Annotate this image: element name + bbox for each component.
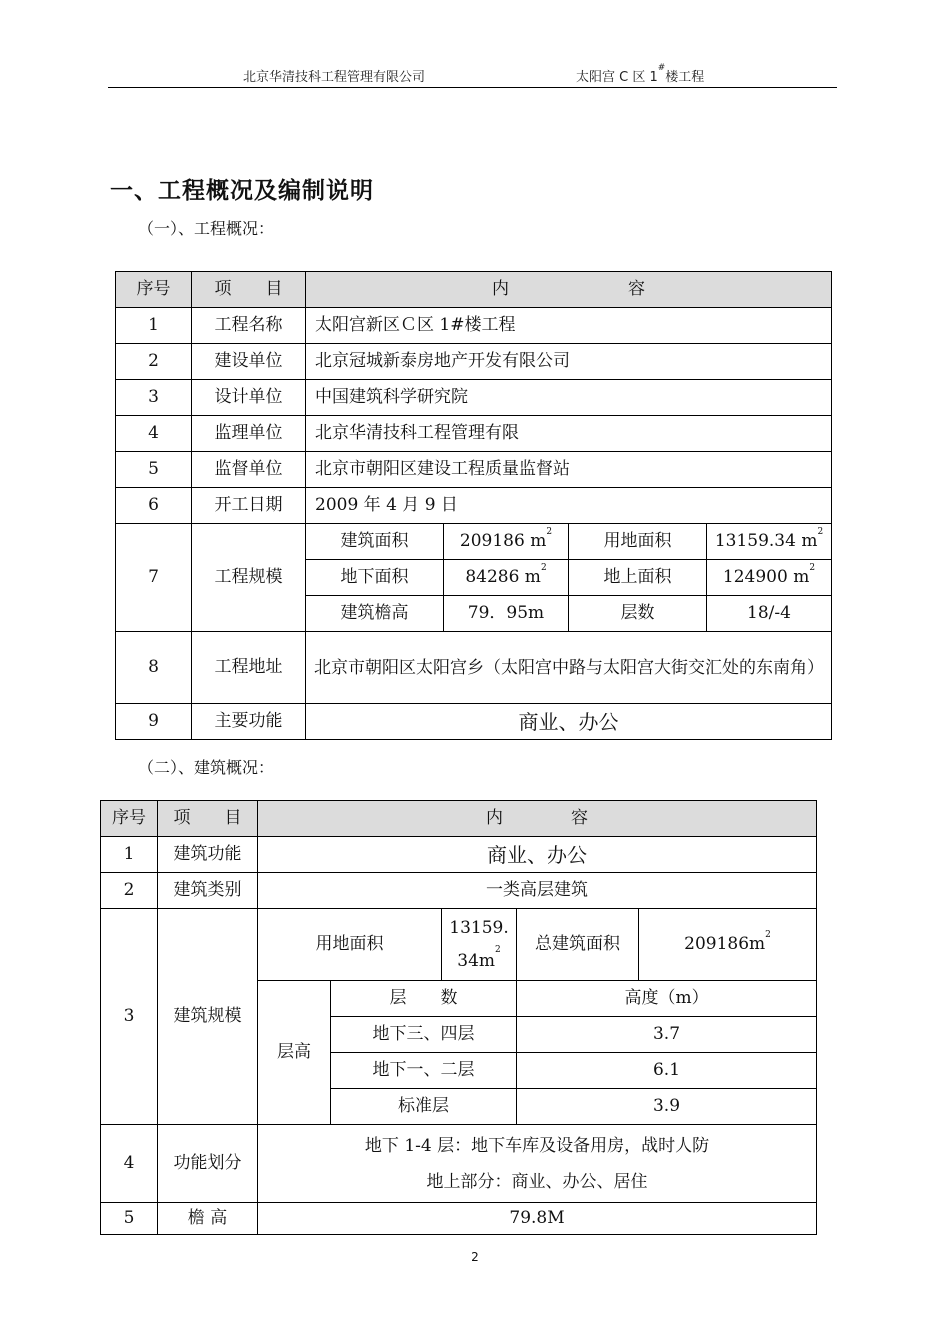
page-title: 一、工程概况及编制说明 [110, 178, 374, 204]
floors-value: 18/-4 [707, 596, 832, 632]
row-content: 太阳宫新区Ｃ区 1#楼工程 [306, 308, 832, 344]
floor-height: 6.1 [517, 1053, 817, 1089]
function-division [258, 1125, 817, 1203]
col-floors: 层 数 [331, 981, 517, 1017]
eave-value: 79．95m [444, 596, 569, 632]
total-area-unit-sup: 2 [765, 930, 771, 941]
floor-name: 地下一、二层 [331, 1053, 517, 1089]
floor-name: 地下三、四层 [331, 1017, 517, 1053]
table-header-row [101, 801, 817, 837]
floor-height: 3.9 [517, 1089, 817, 1125]
function-content: 商业、办公 [306, 704, 832, 740]
table-row [101, 909, 817, 981]
row-content: 商业、办公 [258, 837, 817, 873]
row-content: 中国建筑科学研究院 [306, 380, 832, 416]
eave-label: 建筑檐高 [306, 596, 444, 632]
above-area-label: 地上面积 [569, 560, 707, 596]
row-item: 建设单位 [192, 344, 306, 380]
header-project-prefix: 太阳宫 C 区 1 [576, 70, 658, 85]
build-area-value-text: 209186 m [459, 531, 547, 552]
land-area-unit-sup: 2 [495, 944, 501, 955]
land-area-value-line2: 34m [457, 950, 496, 971]
table-row [116, 416, 832, 452]
header-project-suffix: 楼工程 [665, 70, 705, 85]
header-item: 项 目 [192, 272, 306, 308]
above-area-value-text: 124900 m [722, 567, 810, 588]
row-no: 2 [101, 873, 158, 909]
section1-title: （一）、工程概况： [138, 219, 275, 238]
header-no: 序号 [116, 272, 192, 308]
function-division-line2: 地上部分：商业、办公、居住 [426, 1171, 648, 1192]
row-item: 建筑规模 [158, 909, 258, 1125]
table-row [116, 704, 832, 740]
row-no: 7 [116, 524, 192, 632]
row-no: 1 [116, 308, 192, 344]
row-item: 工程规模 [192, 524, 306, 632]
row-content: 2009 年 4 月 9 日 [306, 488, 832, 524]
row-no: 4 [116, 416, 192, 452]
table-row [101, 1203, 817, 1235]
row-no: 8 [116, 632, 192, 704]
land-area-label: 用地面积 [569, 524, 707, 560]
floor-height: 3.7 [517, 1017, 817, 1053]
land-area-label: 用地面积 [258, 909, 442, 981]
under-area-value [444, 560, 569, 596]
address-content: 北京市朝阳区太阳宫乡（太阳宫中路与太阳宫大街交汇处的东南角） [306, 632, 832, 704]
build-area-unit-sup: 2 [546, 527, 553, 538]
land-area-value-line1: 13159. [449, 918, 509, 939]
row-item: 监理单位 [192, 416, 306, 452]
total-area-value-text: 209186m [684, 934, 766, 955]
row-item: 工程地址 [192, 632, 306, 704]
floor-height-label: 层高 [258, 981, 331, 1125]
table-row [116, 452, 832, 488]
table-row [116, 380, 832, 416]
row-no: 5 [116, 452, 192, 488]
header-rule [108, 87, 837, 88]
header-item: 项 目 [158, 801, 258, 837]
above-area-unit-sup: 2 [809, 563, 816, 574]
row-content: 北京冠城新泰房地产开发有限公司 [306, 344, 832, 380]
row-no: 5 [101, 1203, 158, 1235]
row-no: 2 [116, 344, 192, 380]
total-area-label: 总建筑面积 [517, 909, 639, 981]
row-item: 设计单位 [192, 380, 306, 416]
row-no: 1 [101, 837, 158, 873]
building-overview-table [100, 800, 817, 1235]
land-area-value [442, 909, 517, 981]
table-row [116, 308, 832, 344]
row-no: 3 [101, 909, 158, 1125]
row-item: 建筑类别 [158, 873, 258, 909]
row-content: 79.8M [258, 1203, 817, 1235]
table-row [116, 488, 832, 524]
land-area-value [707, 524, 832, 560]
row-content: 北京华清技科工程管理有限 [306, 416, 832, 452]
land-area-unit-sup: 2 [817, 527, 824, 538]
under-area-unit-sup: 2 [540, 563, 547, 574]
header-project-sup: # [657, 63, 666, 73]
header-content: 内 容 [258, 801, 817, 837]
total-area-value [639, 909, 817, 981]
function-division-line1: 地下 1-4 层：地下车库及设备用房，战时人防 [364, 1135, 710, 1156]
row-item: 檐 高 [158, 1203, 258, 1235]
table-row [101, 837, 817, 873]
row-no: 6 [116, 488, 192, 524]
header-company: 北京华清技科工程管理有限公司 [243, 70, 426, 85]
above-area-value [707, 560, 832, 596]
table-row [116, 524, 832, 560]
floor-name: 标准层 [331, 1089, 517, 1125]
floors-label: 层数 [569, 596, 707, 632]
row-no: 9 [116, 704, 192, 740]
row-item: 监督单位 [192, 452, 306, 488]
table-row [116, 344, 832, 380]
row-item: 主要功能 [192, 704, 306, 740]
header-project [576, 63, 705, 85]
header-content: 内 容 [306, 272, 832, 308]
row-item: 功能划分 [158, 1125, 258, 1203]
row-no: 4 [101, 1125, 158, 1203]
table-row [116, 632, 832, 704]
table-header-row [116, 272, 832, 308]
build-area-label: 建筑面积 [306, 524, 444, 560]
section2-title: （二）、建筑概况： [138, 758, 275, 777]
header-no: 序号 [101, 801, 158, 837]
page-number: 2 [471, 1250, 479, 1264]
row-no: 3 [116, 380, 192, 416]
row-content: 北京市朝阳区建设工程质量监督站 [306, 452, 832, 488]
build-area-value [444, 524, 569, 560]
table-row [101, 1125, 817, 1203]
row-item: 工程名称 [192, 308, 306, 344]
project-overview-table [115, 271, 832, 740]
col-height: 高度（m） [517, 981, 817, 1017]
under-area-label: 地下面积 [306, 560, 444, 596]
under-area-value-text: 84286 m [465, 567, 541, 588]
table-row [101, 873, 817, 909]
row-item: 建筑功能 [158, 837, 258, 873]
row-item: 开工日期 [192, 488, 306, 524]
row-content: 一类高层建筑 [258, 873, 817, 909]
land-area-value-text: 13159.34 m [714, 531, 818, 552]
